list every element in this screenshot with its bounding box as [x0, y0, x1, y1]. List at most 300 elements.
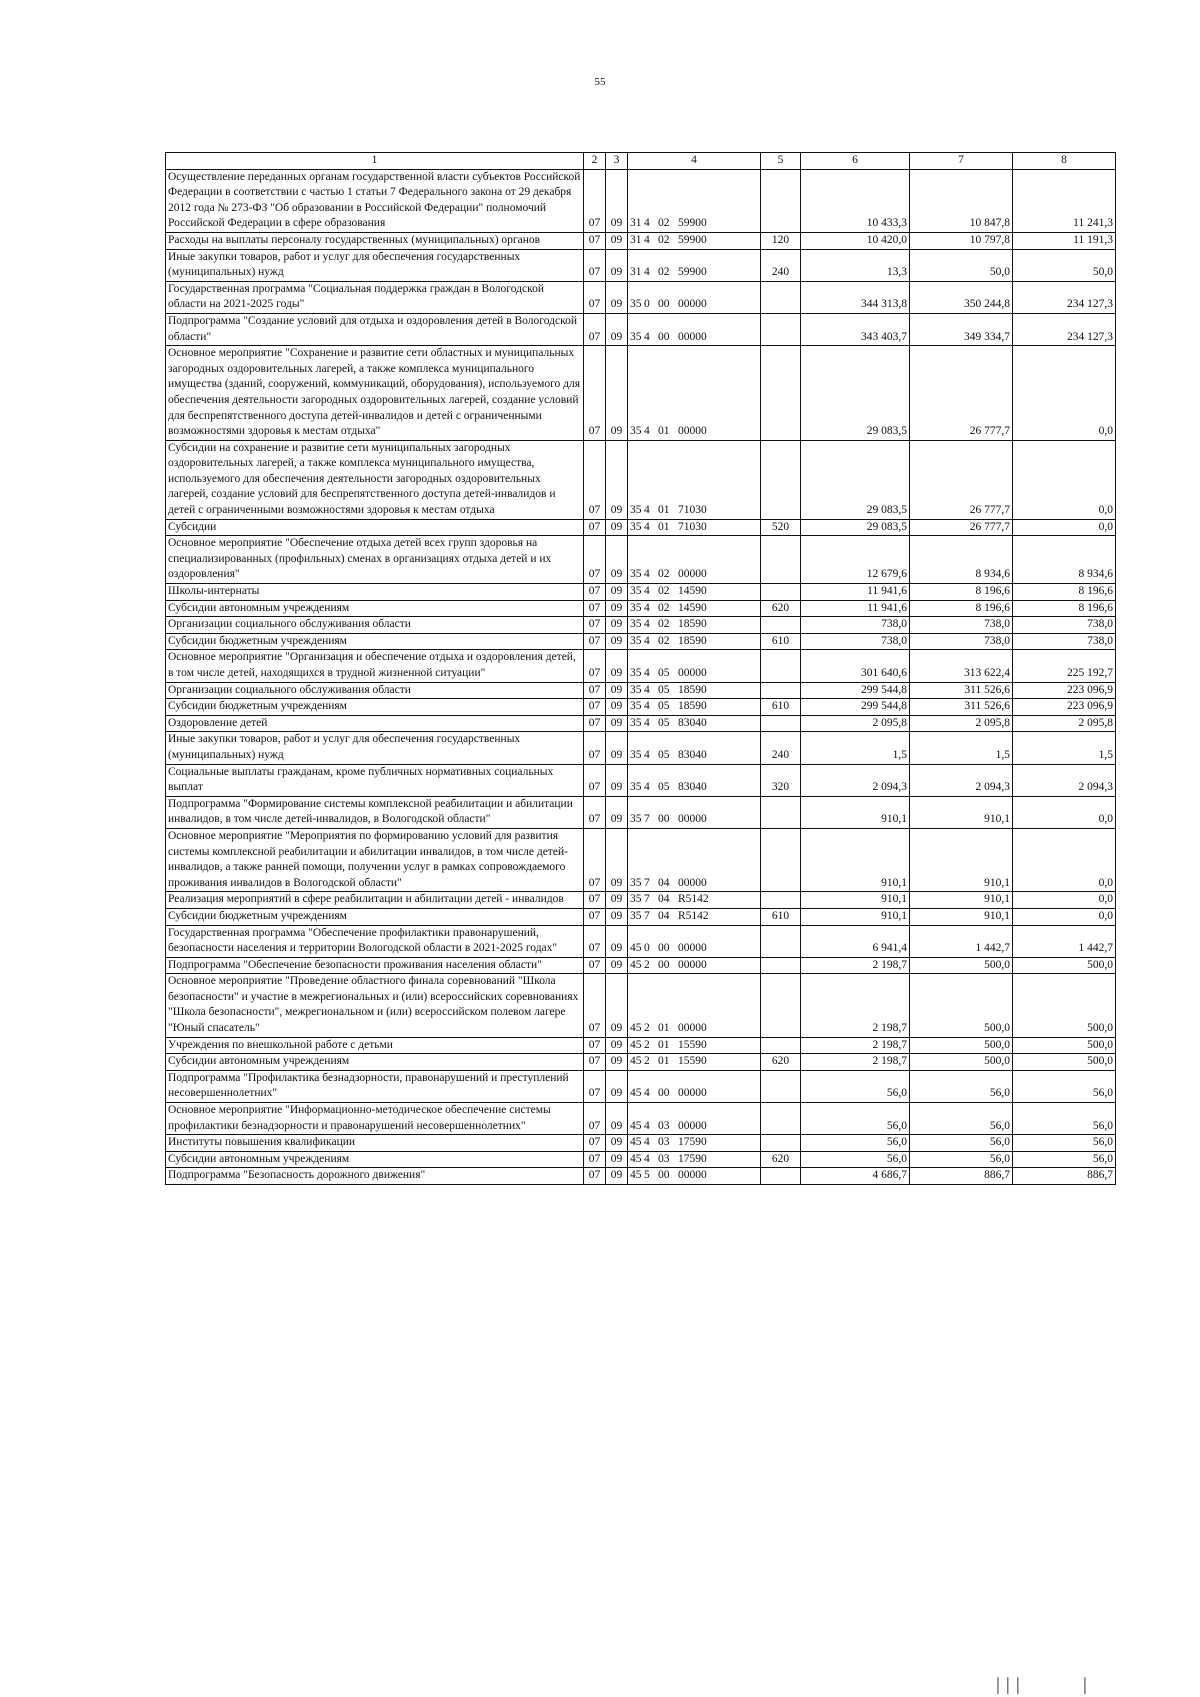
target-article-cell: [628, 536, 761, 584]
expense-type-cell: [761, 925, 801, 957]
program-code: 35: [630, 601, 642, 614]
section-code-cell: 07: [584, 1054, 606, 1071]
direction-code: 00000: [678, 813, 707, 826]
subsection-code-cell: 09: [606, 1168, 628, 1185]
row-name-cell: Государственная программа "Социальная поддержка граждан в Вологодской области на 2021-2025 годы": [166, 281, 584, 313]
expense-type-cell: 610: [761, 908, 801, 925]
table-row: [166, 249, 1116, 281]
direction-code: 00000: [678, 1169, 707, 1182]
amount-year-2-cell: 56,0: [910, 1070, 1013, 1102]
target-article-cell: [628, 600, 761, 617]
event-code: 05: [658, 683, 670, 696]
amount-year-2-cell: 311 526,6: [910, 682, 1013, 699]
amount-year-3-cell: 234 127,3: [1013, 281, 1116, 313]
event-code: 01: [658, 1055, 670, 1068]
subsection-code-cell: 09: [606, 1151, 628, 1168]
target-article-cell: [628, 732, 761, 764]
amount-year-1-cell: 2 094,3: [801, 764, 910, 796]
table-row: [166, 1151, 1116, 1168]
header-cell-8: 8: [1013, 153, 1116, 170]
subsection-code-cell: 09: [606, 313, 628, 345]
amount-year-2-cell: 1 442,7: [910, 925, 1013, 957]
subprogram-code: 2: [644, 1022, 650, 1035]
expense-type-cell: [761, 974, 801, 1037]
amount-year-1-cell: 2 095,8: [801, 715, 910, 732]
target-article-cell: [628, 1103, 761, 1135]
direction-code: 59900: [678, 266, 707, 279]
direction-code: 83040: [678, 781, 707, 794]
amount-year-1-cell: 2 198,7: [801, 1054, 910, 1071]
amount-year-2-cell: 8 196,6: [910, 600, 1013, 617]
program-code: 45: [630, 1055, 642, 1068]
scan-mark: │││: [993, 1679, 1023, 1694]
section-code-cell: 07: [584, 346, 606, 441]
program-code: 35: [630, 700, 642, 713]
event-code: 01: [658, 1038, 670, 1051]
program-code: 31: [630, 233, 642, 246]
event-code: 04: [658, 909, 670, 922]
target-article-cell: [628, 682, 761, 699]
event-code: 00: [658, 330, 670, 343]
row-name-cell: Институты повышения квалификации: [166, 1135, 584, 1152]
program-code: 35: [630, 909, 642, 922]
expense-type-cell: [761, 1037, 801, 1054]
header-cell-4: 4: [628, 153, 761, 170]
subsection-code-cell: 09: [606, 1135, 628, 1152]
amount-year-2-cell: 8 934,6: [910, 536, 1013, 584]
direction-code: R5142: [678, 893, 709, 906]
section-code-cell: 07: [584, 536, 606, 584]
table-row: [166, 281, 1116, 313]
event-code: 00: [658, 1169, 670, 1182]
page-number: 55: [594, 76, 606, 88]
amount-year-2-cell: 2 094,3: [910, 764, 1013, 796]
amount-year-2-cell: 56,0: [910, 1151, 1013, 1168]
expense-type-cell: [761, 715, 801, 732]
expense-type-cell: [761, 169, 801, 232]
event-code: 05: [658, 716, 670, 729]
section-code-cell: 07: [584, 584, 606, 601]
subsection-code-cell: 09: [606, 925, 628, 957]
amount-year-3-cell: 56,0: [1013, 1103, 1116, 1135]
amount-year-1-cell: 4 686,7: [801, 1168, 910, 1185]
program-code: 35: [630, 634, 642, 647]
subsection-code-cell: 09: [606, 974, 628, 1037]
expense-type-cell: 320: [761, 764, 801, 796]
amount-year-3-cell: 0,0: [1013, 440, 1116, 519]
amount-year-2-cell: 738,0: [910, 633, 1013, 650]
amount-year-3-cell: 738,0: [1013, 633, 1116, 650]
event-code: 04: [658, 893, 670, 906]
amount-year-2-cell: 50,0: [910, 249, 1013, 281]
event-code: 02: [658, 634, 670, 647]
amount-year-3-cell: 8 196,6: [1013, 584, 1116, 601]
event-code: 02: [658, 266, 670, 279]
amount-year-3-cell: 225 192,7: [1013, 650, 1116, 682]
section-code-cell: 07: [584, 617, 606, 634]
amount-year-2-cell: 10 797,8: [910, 232, 1013, 249]
program-code: 45: [630, 958, 642, 971]
target-article-cell: [628, 232, 761, 249]
amount-year-2-cell: 500,0: [910, 1054, 1013, 1071]
subsection-code-cell: 09: [606, 908, 628, 925]
subprogram-code: 4: [644, 585, 650, 598]
amount-year-1-cell: 738,0: [801, 633, 910, 650]
table-row: [166, 796, 1116, 828]
header-cell-6: 6: [801, 153, 910, 170]
amount-year-2-cell: 910,1: [910, 828, 1013, 891]
amount-year-3-cell: 500,0: [1013, 1037, 1116, 1054]
target-article-cell: [628, 169, 761, 232]
direction-code: 83040: [678, 748, 707, 761]
target-article-cell: [628, 1054, 761, 1071]
amount-year-3-cell: 223 096,9: [1013, 682, 1116, 699]
amount-year-3-cell: 56,0: [1013, 1151, 1116, 1168]
program-code: 45: [630, 1087, 642, 1100]
target-article-cell: [628, 1070, 761, 1102]
section-code-cell: 07: [584, 281, 606, 313]
amount-year-3-cell: 0,0: [1013, 346, 1116, 441]
table-row: [166, 313, 1116, 345]
program-code: 35: [630, 716, 642, 729]
table-row: [166, 892, 1116, 909]
expense-type-cell: [761, 1135, 801, 1152]
subsection-code-cell: 09: [606, 1054, 628, 1071]
subsection-code-cell: 09: [606, 682, 628, 699]
row-name-cell: Организации социального обслуживания области: [166, 682, 584, 699]
expense-type-cell: [761, 536, 801, 584]
target-article-cell: [628, 974, 761, 1037]
section-code-cell: 07: [584, 232, 606, 249]
amount-year-1-cell: 10 420,0: [801, 232, 910, 249]
program-code: 35: [630, 504, 642, 517]
expense-type-cell: 620: [761, 1151, 801, 1168]
program-code: 35: [630, 667, 642, 679]
amount-year-1-cell: 29 083,5: [801, 440, 910, 519]
table-row: [166, 536, 1116, 584]
expense-type-cell: 620: [761, 1054, 801, 1071]
subprogram-code: 7: [644, 909, 650, 922]
expense-type-cell: [761, 650, 801, 682]
subsection-code-cell: 09: [606, 346, 628, 441]
subsection-code-cell: 09: [606, 519, 628, 536]
amount-year-1-cell: 738,0: [801, 617, 910, 634]
amount-year-3-cell: 738,0: [1013, 617, 1116, 634]
direction-code: 59900: [678, 217, 707, 230]
expense-type-cell: [761, 828, 801, 891]
section-code-cell: 07: [584, 908, 606, 925]
subprogram-code: 4: [644, 1152, 650, 1165]
amount-year-3-cell: 2 095,8: [1013, 715, 1116, 732]
program-code: 45: [630, 1119, 642, 1132]
section-code-cell: 07: [584, 925, 606, 957]
direction-code: 17590: [678, 1152, 707, 1165]
subsection-code-cell: 09: [606, 1103, 628, 1135]
section-code-cell: 07: [584, 682, 606, 699]
row-name-cell: Иные закупки товаров, работ и услуг для обеспечения государственных (муниципальных) нужд: [166, 732, 584, 764]
amount-year-2-cell: 910,1: [910, 892, 1013, 909]
subprogram-code: 4: [644, 233, 650, 246]
table-row: [166, 617, 1116, 634]
direction-code: 00000: [678, 1087, 707, 1100]
event-code: 02: [658, 601, 670, 614]
direction-code: 15590: [678, 1038, 707, 1051]
program-code: 35: [630, 568, 642, 581]
subprogram-code: 4: [644, 568, 650, 581]
direction-code: 00000: [678, 667, 707, 679]
subsection-code-cell: 09: [606, 440, 628, 519]
row-name-cell: Субсидии автономным учреждениям: [166, 1054, 584, 1071]
amount-year-3-cell: 11 191,3: [1013, 232, 1116, 249]
subsection-code-cell: 09: [606, 600, 628, 617]
amount-year-3-cell: 11 241,3: [1013, 169, 1116, 232]
table-body: [166, 169, 1116, 1184]
table-row: [166, 1037, 1116, 1054]
row-name-cell: Учреждения по внешкольной работе с детьми: [166, 1037, 584, 1054]
direction-code: 00000: [678, 958, 707, 971]
program-code: 45: [630, 1136, 642, 1149]
event-code: 01: [658, 520, 670, 533]
subprogram-code: 7: [644, 893, 650, 906]
direction-code: 71030: [678, 504, 707, 517]
program-code: 35: [630, 425, 642, 438]
subprogram-code: 4: [644, 667, 650, 679]
header-cell-1: 1: [166, 153, 584, 170]
amount-year-3-cell: 0,0: [1013, 892, 1116, 909]
table-row: [166, 908, 1116, 925]
direction-code: 59900: [678, 233, 707, 246]
header-row: [166, 153, 1116, 170]
target-article-cell: [628, 796, 761, 828]
subsection-code-cell: 09: [606, 249, 628, 281]
target-article-cell: [628, 650, 761, 682]
table-row: [166, 828, 1116, 891]
section-code-cell: 07: [584, 633, 606, 650]
event-code: 05: [658, 748, 670, 761]
amount-year-1-cell: 29 083,5: [801, 346, 910, 441]
amount-year-1-cell: 1,5: [801, 732, 910, 764]
amount-year-1-cell: 299 544,8: [801, 699, 910, 716]
program-code: 35: [630, 298, 642, 311]
row-name-cell: Основное мероприятие "Обеспечение отдыха детей всех групп здоровья на специализированных (профильных) сменах в организациях отдыха детей и их оздоровления": [166, 536, 584, 584]
amount-year-1-cell: 2 198,7: [801, 1037, 910, 1054]
row-name-cell: Школы-интернаты: [166, 584, 584, 601]
expense-type-cell: [761, 1168, 801, 1185]
program-code: 35: [630, 748, 642, 761]
program-code: 35: [630, 585, 642, 598]
subprogram-code: 7: [644, 813, 650, 826]
table-row: [166, 519, 1116, 536]
amount-year-3-cell: 500,0: [1013, 974, 1116, 1037]
amount-year-2-cell: 738,0: [910, 617, 1013, 634]
amount-year-1-cell: 56,0: [801, 1070, 910, 1102]
amount-year-1-cell: 344 313,8: [801, 281, 910, 313]
expense-type-cell: [761, 584, 801, 601]
target-article-cell: [628, 1037, 761, 1054]
event-code: 02: [658, 568, 670, 581]
amount-year-2-cell: 26 777,7: [910, 346, 1013, 441]
amount-year-2-cell: 26 777,7: [910, 519, 1013, 536]
subprogram-code: 4: [644, 716, 650, 729]
expense-type-cell: [761, 313, 801, 345]
table-row: [166, 732, 1116, 764]
amount-year-3-cell: 1 442,7: [1013, 925, 1116, 957]
direction-code: 18590: [678, 634, 707, 647]
event-code: 00: [658, 942, 670, 955]
row-name-cell: Оздоровление детей: [166, 715, 584, 732]
subsection-code-cell: 09: [606, 536, 628, 584]
amount-year-1-cell: 910,1: [801, 796, 910, 828]
table-row: [166, 232, 1116, 249]
subprogram-code: 2: [644, 1038, 650, 1051]
direction-code: 00000: [678, 425, 707, 438]
section-code-cell: 07: [584, 650, 606, 682]
expense-type-cell: 120: [761, 232, 801, 249]
target-article-cell: [628, 440, 761, 519]
table-row: [166, 600, 1116, 617]
subprogram-code: 4: [644, 618, 650, 631]
subsection-code-cell: 09: [606, 650, 628, 682]
expense-type-cell: 520: [761, 519, 801, 536]
amount-year-2-cell: 56,0: [910, 1103, 1013, 1135]
direction-code: 00000: [678, 330, 707, 343]
direction-code: 00000: [678, 1022, 707, 1035]
amount-year-3-cell: 0,0: [1013, 908, 1116, 925]
row-name-cell: Субсидии автономным учреждениям: [166, 600, 584, 617]
amount-year-3-cell: 8 196,6: [1013, 600, 1116, 617]
amount-year-3-cell: 0,0: [1013, 796, 1116, 828]
program-code: 35: [630, 893, 642, 906]
target-article-cell: [628, 764, 761, 796]
amount-year-3-cell: 56,0: [1013, 1070, 1116, 1102]
row-name-cell: Субсидии бюджетным учреждениям: [166, 633, 584, 650]
amount-year-2-cell: 56,0: [910, 1135, 1013, 1152]
expense-type-cell: 610: [761, 699, 801, 716]
expense-type-cell: [761, 796, 801, 828]
event-code: 02: [658, 585, 670, 598]
row-name-cell: Подпрограмма "Профилактика безнадзорности, правонарушений и преступлений несовершеннолетних": [166, 1070, 584, 1102]
target-article-cell: [628, 1135, 761, 1152]
amount-year-1-cell: 11 941,6: [801, 584, 910, 601]
subprogram-code: 4: [644, 700, 650, 713]
direction-code: 14590: [678, 585, 707, 598]
target-article-cell: [628, 1151, 761, 1168]
program-code: 35: [630, 781, 642, 794]
row-name-cell: Государственная программа "Обеспечение профилактики правонарушений, безопасности населения и территории Вологодской области в 2021-2025 годах": [166, 925, 584, 957]
event-code: 01: [658, 425, 670, 438]
table-row: [166, 957, 1116, 974]
subprogram-code: 4: [644, 781, 650, 794]
direction-code: 18590: [678, 618, 707, 631]
section-code-cell: 07: [584, 892, 606, 909]
row-name-cell: Основное мероприятие "Организация и обеспечение отдыха и оздоровления детей, в том числе детей, находящихся в трудной жизненной ситуации": [166, 650, 584, 682]
expense-type-cell: [761, 1070, 801, 1102]
program-code: 45: [630, 1022, 642, 1035]
target-article-cell: [628, 925, 761, 957]
amount-year-3-cell: 1,5: [1013, 732, 1116, 764]
subprogram-code: 0: [644, 298, 650, 311]
subprogram-code: 5: [644, 1169, 650, 1182]
amount-year-1-cell: 299 544,8: [801, 682, 910, 699]
amount-year-1-cell: 56,0: [801, 1103, 910, 1135]
target-article-cell: [628, 1168, 761, 1185]
row-name-cell: Подпрограмма "Создание условий для отдыха и оздоровления детей в Вологодской области": [166, 313, 584, 345]
section-code-cell: 07: [584, 974, 606, 1037]
target-article-cell: [628, 633, 761, 650]
table-row: [166, 715, 1116, 732]
direction-code: 00000: [678, 298, 707, 311]
program-code: 31: [630, 266, 642, 279]
program-code: 31: [630, 217, 642, 230]
amount-year-1-cell: 13,3: [801, 249, 910, 281]
event-code: 05: [658, 781, 670, 794]
amount-year-3-cell: 223 096,9: [1013, 699, 1116, 716]
direction-code: 00000: [678, 1119, 707, 1132]
header-cell-3: 3: [606, 153, 628, 170]
event-code: 01: [658, 504, 670, 517]
row-name-cell: Субсидии автономным учреждениям: [166, 1151, 584, 1168]
amount-year-3-cell: 886,7: [1013, 1168, 1116, 1185]
amount-year-2-cell: 500,0: [910, 974, 1013, 1037]
row-name-cell: Реализация мероприятий в сфере реабилитации и абилитации детей - инвалидов: [166, 892, 584, 909]
table-row: [166, 925, 1116, 957]
table-row: [166, 169, 1116, 232]
subsection-code-cell: 09: [606, 169, 628, 232]
amount-year-3-cell: 234 127,3: [1013, 313, 1116, 345]
amount-year-2-cell: 1,5: [910, 732, 1013, 764]
amount-year-2-cell: 350 244,8: [910, 281, 1013, 313]
table-row: [166, 699, 1116, 716]
direction-code: 18590: [678, 683, 707, 696]
amount-year-2-cell: 500,0: [910, 957, 1013, 974]
row-name-cell: Основное мероприятие "Проведение областного финала соревнований "Школа безопасности" и участие в межрегиональных и (или) всероссийских соревнованиях "Школа безопасности", межрегиональном и (или) всероссийском полевом лагере "Юный спасатель": [166, 974, 584, 1037]
section-code-cell: 07: [584, 957, 606, 974]
subsection-code-cell: 09: [606, 828, 628, 891]
section-code-cell: 07: [584, 1135, 606, 1152]
event-code: 03: [658, 1119, 670, 1132]
amount-year-2-cell: 500,0: [910, 1037, 1013, 1054]
row-name-cell: Основное мероприятие "Сохранение и развитие сети областных и муниципальных загородных оздоровительных лагерей, а также комплекса муниципального имущества (зданий, сооружений, коммуникаций, оборудования), используемого для обеспечения деятельности загородных оздоровительных лагерей, создание условий для беспрепятственного доступа детей-инвалидов и детей с ограниченными возможностями здоровья к местам отдыха": [166, 346, 584, 441]
row-name-cell: Подпрограмма "Формирование системы комплексной реабилитации и абилитации инвалидов, в том числе детей-инвалидов, в Вологодской области": [166, 796, 584, 828]
expense-type-cell: [761, 957, 801, 974]
amount-year-3-cell: 50,0: [1013, 249, 1116, 281]
program-code: 35: [630, 683, 642, 696]
amount-year-1-cell: 910,1: [801, 908, 910, 925]
subprogram-code: 4: [644, 1119, 650, 1132]
table-row: [166, 440, 1116, 519]
subsection-code-cell: 09: [606, 617, 628, 634]
section-code-cell: 07: [584, 440, 606, 519]
expense-type-cell: 240: [761, 732, 801, 764]
section-code-cell: 07: [584, 1070, 606, 1102]
subprogram-code: 2: [644, 958, 650, 971]
section-code-cell: 07: [584, 313, 606, 345]
event-code: 00: [658, 958, 670, 971]
subsection-code-cell: 09: [606, 1037, 628, 1054]
amount-year-1-cell: 910,1: [801, 828, 910, 891]
amount-year-1-cell: 343 403,7: [801, 313, 910, 345]
section-code-cell: 07: [584, 732, 606, 764]
subprogram-code: 4: [644, 504, 650, 517]
section-code-cell: 07: [584, 249, 606, 281]
direction-code: 00000: [678, 568, 707, 581]
program-code: 35: [630, 520, 642, 533]
table-row: [166, 1070, 1116, 1102]
amount-year-2-cell: 8 196,6: [910, 584, 1013, 601]
amount-year-3-cell: 500,0: [1013, 957, 1116, 974]
amount-year-1-cell: 29 083,5: [801, 519, 910, 536]
event-code: 04: [658, 876, 670, 889]
